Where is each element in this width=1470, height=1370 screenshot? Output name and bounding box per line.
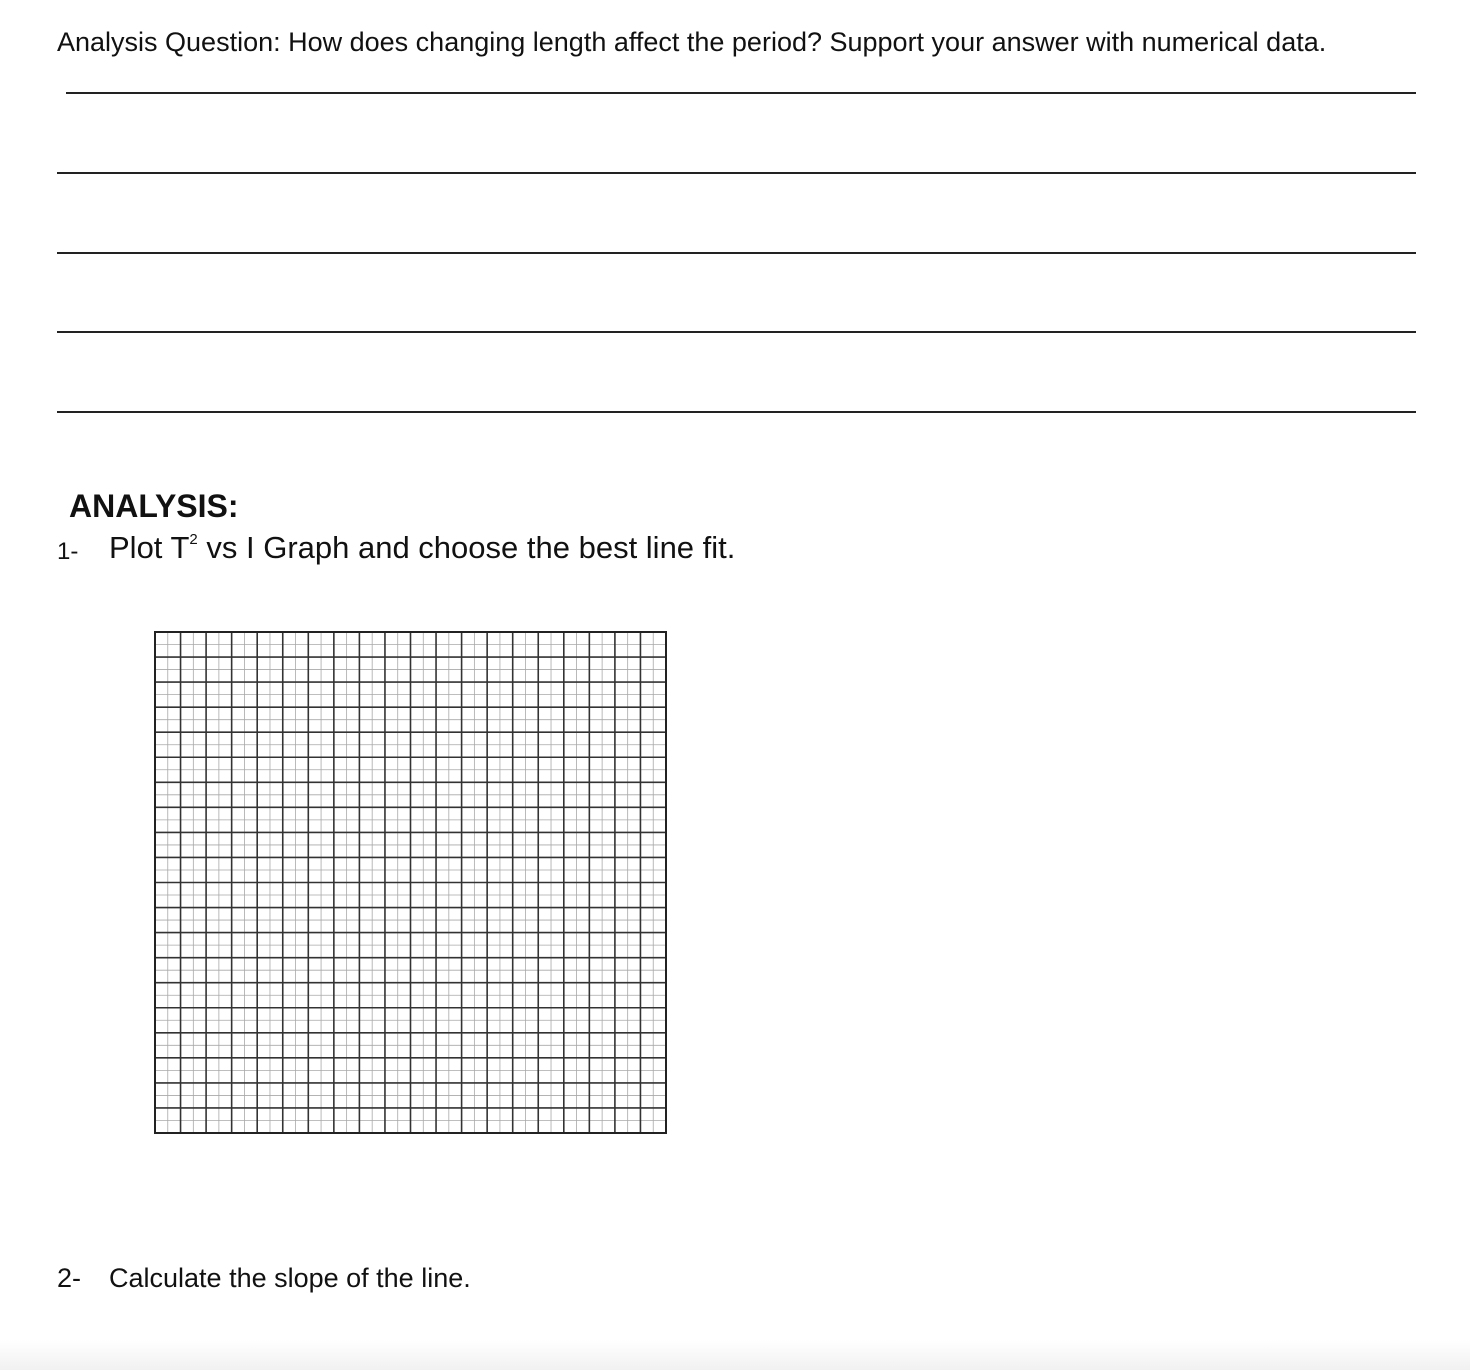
item-1-text-end: vs I Graph and choose the best line fit. [197, 530, 736, 565]
item-1-text-start: Plot T [109, 530, 190, 565]
item-1-number: 1- [57, 538, 79, 565]
answer-line-4[interactable] [57, 331, 1416, 333]
answer-line-1[interactable] [66, 92, 1416, 94]
page-bottom-edge [0, 1340, 1470, 1370]
analysis-question: Analysis Question: How does changing length affect the period? Support your answer with numerical data. [57, 27, 1327, 57]
squared-superscript: 2 [189, 531, 198, 548]
answer-line-5[interactable] [57, 411, 1416, 413]
answer-line-3[interactable] [57, 252, 1416, 254]
analysis-heading: ANALYSIS: [69, 488, 239, 524]
item-2-number: 2- [57, 1263, 82, 1293]
graph-major-lines [155, 632, 666, 1133]
graph-grid[interactable] [154, 631, 668, 1136]
item-1-text [109, 528, 735, 568]
answer-line-2[interactable] [57, 172, 1416, 174]
item-2-text: Calculate the slope of the line. [109, 1263, 471, 1293]
